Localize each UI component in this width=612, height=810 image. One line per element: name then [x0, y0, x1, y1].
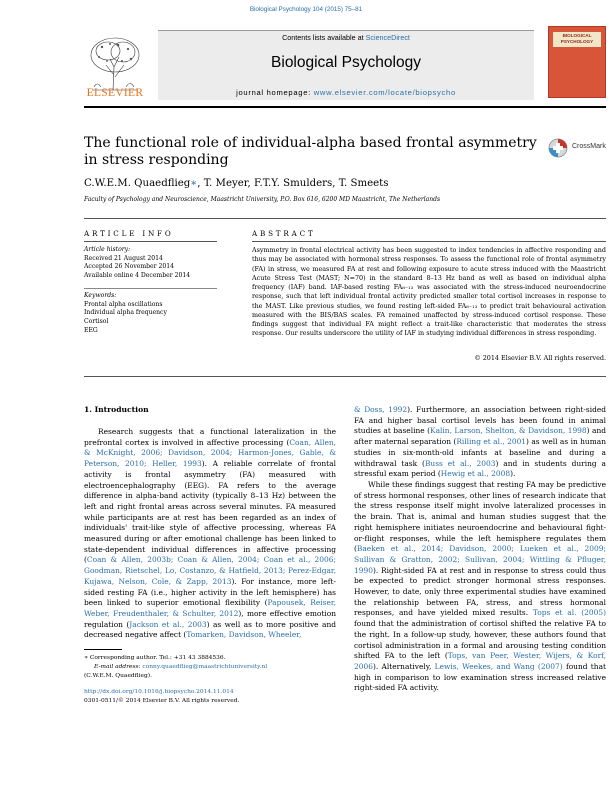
keywords	[84, 292, 218, 336]
citation-link[interactable]: Hewig et al., 2008	[440, 469, 511, 479]
sciencedirect-link[interactable]: ScienceDirect	[365, 33, 410, 42]
citation-link[interactable]: Rilling et al., 2001	[456, 437, 527, 447]
homepage-prefix: journal homepage:	[236, 88, 314, 97]
copyright-notice: © 2014 Elsevier B.V. All rights reserved.	[474, 354, 606, 362]
article-info-sub-rule	[84, 241, 217, 242]
body-text: ) and after maternal separation (	[354, 426, 606, 447]
keywords-label: Keywords:	[84, 292, 117, 299]
body-column-left	[84, 427, 336, 641]
citation-link[interactable]: Lewis, Weekes, and Wang (2007)	[434, 661, 563, 671]
footnote-name: (C.W.E.M. Quaedflieg).	[84, 673, 152, 679]
body-text: While these findings suggest that resting FA may be predictive of stress hormonal responses, other lines of research indicate that the stress response itself might involve lateralized processes in the brain. That is, animal and human studies suggest that the right hemisphere initiates neuroendocrine and behavioural fight-or-flight responses, while the left hemisphere regulates them (	[354, 480, 606, 554]
journal-reference[interactable]: Biological Psychology 104 (2015) 75–81	[249, 6, 363, 13]
body-text: ). A reliable correlate of frontal activity is frontal asymmetry (FA) measured with electroencephalography (EEG). FA refers to the average difference in alpha-band activity (typically 8–13 Hz) between the left and right frontal areas across several minutes. FA measured while participants are at rest has been regarded as an index of individuals' trait-like style of affective processing, whereas FA measured during or after emotional challenge has been linked to state-dependent individual differences in affective processing (	[84, 459, 336, 565]
citation-link[interactable]: Tops, van Peer, Wester, Wijers, & Korf, 2006	[354, 651, 607, 671]
co-authors: , T. Meyer, F.T.Y. Smulders, T. Smeets	[197, 178, 389, 189]
footnote-email-line	[84, 663, 336, 672]
history-divider	[84, 288, 217, 289]
body-text: ).	[510, 469, 516, 479]
footnote-corresponding: ∗ Corresponding author. Tel.: +31 43 3884536.	[84, 655, 226, 661]
journal-masthead	[158, 30, 534, 100]
body-text: found that the administration of cortisol shifted the relative FA to the right. In a follow-up study, however, these authors found that cortisol administration in a formal and arousing testing condition shifted FA to the left (	[354, 619, 606, 661]
history-accepted: Accepted 26 November 2014	[84, 263, 175, 271]
crossmark-label[interactable]: CrossMark	[572, 143, 606, 150]
homepage-link[interactable]: www.elsevier.com/locate/biopsycho	[313, 88, 456, 97]
article-info-top-rule	[84, 218, 606, 219]
history-online: Available online 4 December 2014	[84, 272, 191, 280]
contents-prefix: Contents lists available at	[282, 33, 366, 42]
abstract-bottom-rule	[84, 376, 606, 377]
citation-link[interactable]: Papousek, Reiser, Weber, Freudenthaler, & Schulter, 2012	[84, 598, 336, 618]
body-text: ). Right-sided FA at rest and in response to stress could thus be expected to predict stronger hormonal stress responses. However, to date, only three experimental studies have examined the relationship between FA, stress, and stress hormonal responses, and have yielded mixed results.	[354, 565, 606, 618]
body-text: ) as well as to more positive and decreased negative affect (	[84, 619, 336, 640]
body-column-right-top	[354, 405, 606, 480]
article-title: The functional role of individual-alpha based frontal asymmetry in stress responding	[84, 135, 537, 168]
corresponding-author[interactable]: C.W.E.M. Quaedflieg	[84, 178, 191, 189]
doi-link[interactable]: http://dx.doi.org/10.1016/j.biopsycho.2014.11.014	[84, 689, 234, 695]
elsevier-wordmark[interactable]: ELSEVIER	[86, 87, 144, 99]
body-text: ). Alternatively,	[372, 661, 435, 671]
abstract-text: Asymmetry in frontal electrical activity has been suggested to index tendencies in affective responding and thus may be associated with hormonal stress responses. To assess the functional role of frontal asymmetry (FA) in stress, we measured FA at rest and following exposure to acute stress induced with the Maastricht Acute Stress Test (MAST; N=70) in the standard 8–13 Hz band as well as based on individual alpha frequency (IAF) band. IAF-based resting FA₈₋₁₃ was associated with the stress-induced neuroendocrine response, such that left individual frontal activity predicted smaller total cortisol increases in response to the MAST. Like previous studies, we found resting left-sided FA₈₋₁₃ to predict trait behavioural activation measured with the BIS/BAS scales. FA remained unaffected by stress-induced cortisol response. These findings suggest that individual FA might reflect a trait-like characteristic that moderates the stress response. Our results underscore the utility of IAF in studying individual differences in stress responding.	[252, 246, 606, 338]
homepage-line	[158, 88, 534, 97]
body-text: found that high in comparison to low examination stress increased relative right-sided FA activity.	[354, 661, 606, 693]
doi-block	[84, 688, 336, 706]
corresponding-author-footnote	[84, 654, 336, 681]
citation-link[interactable]: Buss et al., 2003	[424, 458, 496, 468]
body-text: Research suggests that a functional lateralization in the prefrontal cortex is involved in affective processing (	[84, 427, 336, 447]
article-history	[84, 246, 218, 281]
section-heading-introduction: 1. Introduction	[84, 405, 149, 414]
citation-link[interactable]: Tops et al. (2005)	[532, 608, 606, 618]
citation-link[interactable]: Kalin, Larson, Shelton, & Davidson, 1998	[430, 426, 587, 436]
masthead-divider	[84, 106, 606, 108]
citation-link[interactable]: Baeken et al., 2014; Davidson, 2000; Lueken et al., 2009; Sullivan & Gratton, 2002; Sullivan, 2004; Wittling & Pfluger, 1990	[354, 544, 606, 575]
cover-title: BIOLOGICAL PSYCHOLOGY	[560, 33, 594, 44]
citation-link[interactable]: & Doss, 1992	[354, 405, 408, 414]
body-text: ). Furthermore, an association between right-sided FA and higher basal cortisol levels has been found in animal studies at baseline (	[354, 405, 607, 436]
citation-link[interactable]: Jackson et al., 2003	[129, 619, 207, 629]
body-text: ), more effective emotion regulation (	[84, 608, 337, 629]
journal-cover-thumbnail[interactable]	[548, 26, 606, 98]
body-text: ) as well as in human studies in six-month-old infants at baseline and during a withdrawal task (	[354, 437, 606, 468]
citation-link[interactable]: Coan & Allen, 2003b; Coan & Allen, 2004; Coan et al., 2006; Goodman, Rietschel, Lo, Costanzo, & Hatfield, 2013; Perez-Edgar, Kujawa, Nelson, Cole, & Zapp, 2013	[84, 555, 336, 586]
citation-link[interactable]: Coan, Allen, & McKnight, 2006; Davidson, 2004; Harmon-Jones, Gable, & Peterson, 2010; Heller, 1993	[84, 437, 337, 469]
body-column-right-paragraph	[354, 480, 606, 694]
body-text: ). For instance, more left-sided resting FA (i.e., higher activity in the left hemisphere) has been linked to superior emotional flexibility (	[84, 576, 336, 608]
keyword-item: Individual alpha frequency	[84, 309, 167, 317]
article-history-label: Article history:	[84, 246, 131, 253]
keyword-item: EEG	[84, 326, 98, 334]
abstract-sub-rule	[252, 241, 606, 242]
keyword-item: Cortisol	[84, 318, 109, 326]
article-info-heading: ARTICLE INFO	[84, 229, 174, 238]
issn-line: 0301-0511/© 2014 Elsevier B.V. All rights reserved.	[84, 698, 240, 704]
email-label: E-mail address:	[94, 664, 143, 670]
keyword-item: Frontal alpha oscillations	[84, 300, 163, 308]
body-text: ) and in students during a stressful exam period (	[354, 458, 606, 479]
author-list	[84, 178, 389, 189]
affiliation: Faculty of Psychology and Neuroscience, Maastricht University, P.O. Box 616, 6200 MD Maastricht, The Netherlands	[84, 196, 441, 203]
citation-link[interactable]: Tomarken, Davidson, Wheeler,	[186, 630, 302, 640]
history-received: Received 21 August 2014	[84, 254, 163, 262]
footnote-rule	[84, 649, 122, 650]
email-link[interactable]: conny.quaedflieg@maastrichtuniversity.nl	[142, 664, 268, 670]
corresponding-author-mark[interactable]: ∗	[190, 178, 198, 189]
abstract-heading: ABSTRACT	[252, 229, 316, 238]
contents-line	[158, 33, 534, 42]
journal-title: Biological Psychology	[271, 54, 421, 71]
